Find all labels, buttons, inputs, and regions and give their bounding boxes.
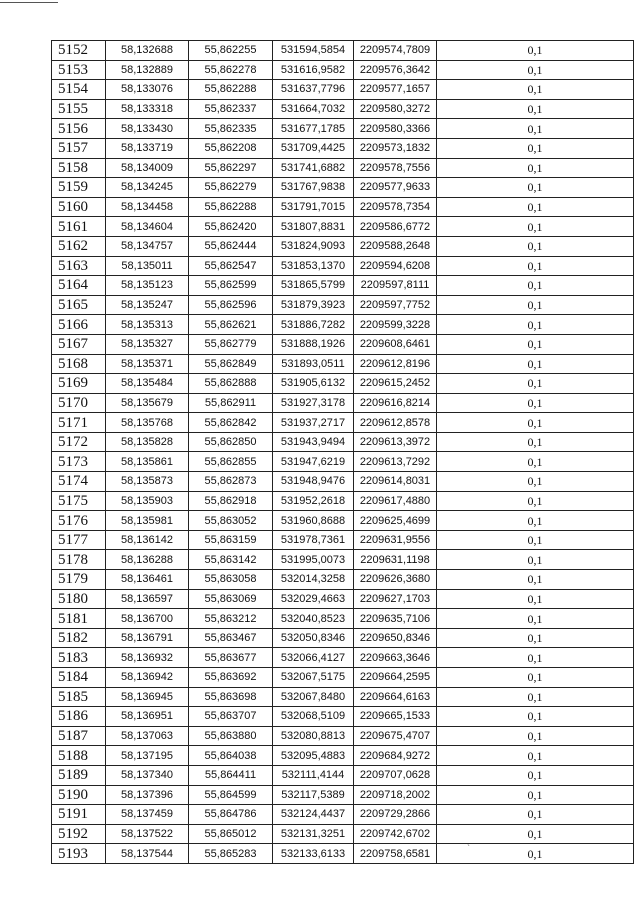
accuracy-cell: 0,1 [437,276,634,296]
x-coordinate-cell: 532067,5175 [273,668,354,688]
latitude-cell: 58,134757 [106,236,189,256]
accuracy-cell: 0,1 [437,472,634,492]
x-coordinate-cell: 532080,8813 [273,726,354,746]
accuracy-cell: 0,1 [437,668,634,688]
x-coordinate-cell: 531960,8688 [273,511,354,531]
accuracy-cell: 0,1 [437,197,634,217]
latitude-cell: 58,135327 [106,334,189,354]
accuracy-cell: 0,1 [437,413,634,433]
x-coordinate-cell: 531677,1785 [273,119,354,139]
latitude-cell: 58,137522 [106,824,189,844]
y-coordinate-cell: 2209599,3228 [354,315,437,335]
point-number-cell: 5154 [52,80,106,100]
latitude-cell: 58,137195 [106,746,189,766]
point-number-cell: 5182 [52,628,106,648]
longitude-cell: 55,863159 [189,530,273,550]
point-number-cell: 5162 [52,236,106,256]
latitude-cell: 58,136945 [106,687,189,707]
table-row [52,99,634,119]
latitude-cell: 58,134245 [106,178,189,198]
latitude-cell: 58,136700 [106,609,189,629]
x-coordinate-cell: 531616,9582 [273,60,354,80]
accuracy-cell: 0,1 [437,354,634,374]
table-row [52,413,634,433]
accuracy-cell: 0,1 [437,589,634,609]
y-coordinate-cell: 2209631,1198 [354,550,437,570]
point-number-cell: 5172 [52,432,106,452]
y-coordinate-cell: 2209597,7752 [354,295,437,315]
y-coordinate-cell: 2209612,8578 [354,413,437,433]
y-coordinate-cell: 2209626,3680 [354,570,437,590]
x-coordinate-cell: 532067,8480 [273,687,354,707]
longitude-cell: 55,864786 [189,805,273,825]
x-coordinate-cell: 531709,4425 [273,138,354,158]
x-coordinate-cell: 531888,1926 [273,334,354,354]
point-number-cell: 5179 [52,570,106,590]
point-number-cell: 5160 [52,197,106,217]
table-row [52,785,634,805]
accuracy-cell: 0,1 [437,393,634,413]
y-coordinate-cell: 2209580,3272 [354,99,437,119]
y-coordinate-cell: 2209594,6208 [354,256,437,276]
table-row [52,511,634,531]
y-coordinate-cell: 2209608,6461 [354,334,437,354]
y-coordinate-cell: 2209707,0628 [354,765,437,785]
table-row [52,334,634,354]
table-row [52,432,634,452]
x-coordinate-cell: 531879,3923 [273,295,354,315]
table-row [52,138,634,158]
longitude-cell: 55,863698 [189,687,273,707]
longitude-cell: 55,862873 [189,472,273,492]
longitude-cell: 55,862279 [189,178,273,198]
latitude-cell: 58,136932 [106,648,189,668]
longitude-cell: 55,863707 [189,707,273,727]
accuracy-cell: 0,1 [437,41,634,61]
x-coordinate-cell: 531807,8831 [273,217,354,237]
longitude-cell: 55,863677 [189,648,273,668]
latitude-cell: 58,135484 [106,374,189,394]
y-coordinate-cell: 2209576,3642 [354,60,437,80]
longitude-cell: 55,862420 [189,217,273,237]
point-number-cell: 5153 [52,60,106,80]
accuracy-cell: 0,1 [437,236,634,256]
y-coordinate-cell: 2209627,1703 [354,589,437,609]
longitude-cell: 55,863212 [189,609,273,629]
accuracy-cell: 0,1 [437,158,634,178]
y-coordinate-cell: 2209635,7106 [354,609,437,629]
longitude-cell: 55,862337 [189,99,273,119]
x-coordinate-cell: 531943,9494 [273,432,354,452]
x-coordinate-cell: 531637,7796 [273,80,354,100]
x-coordinate-cell: 531865,5799 [273,276,354,296]
latitude-cell: 58,136288 [106,550,189,570]
latitude-cell: 58,137063 [106,726,189,746]
accuracy-cell: 0,1 [437,844,634,864]
table-row [52,609,634,629]
table-row [52,41,634,61]
longitude-cell: 55,863692 [189,668,273,688]
x-coordinate-cell: 531947,6219 [273,452,354,472]
table-row [52,276,634,296]
y-coordinate-cell: 2209612,8196 [354,354,437,374]
x-coordinate-cell: 532133,6133 [273,844,354,864]
x-coordinate-cell: 532068,5109 [273,707,354,727]
table-row [52,805,634,825]
table-row [52,178,634,198]
x-coordinate-cell: 531664,7032 [273,99,354,119]
y-coordinate-cell: 2209650,8346 [354,628,437,648]
point-number-cell: 5163 [52,256,106,276]
table-row [52,80,634,100]
accuracy-cell: 0,1 [437,511,634,531]
point-number-cell: 5152 [52,41,106,61]
longitude-cell: 55,865012 [189,824,273,844]
longitude-cell: 55,862288 [189,80,273,100]
accuracy-cell: 0,1 [437,609,634,629]
y-coordinate-cell: 2209684,9272 [354,746,437,766]
x-coordinate-cell: 531937,2717 [273,413,354,433]
point-number-cell: 5174 [52,472,106,492]
table-row [52,824,634,844]
latitude-cell: 58,135679 [106,393,189,413]
table-row [52,295,634,315]
longitude-cell: 55,862888 [189,374,273,394]
latitude-cell: 58,135247 [106,295,189,315]
table-row [52,726,634,746]
longitude-cell: 55,863069 [189,589,273,609]
point-number-cell: 5176 [52,511,106,531]
table-row [52,472,634,492]
y-coordinate-cell: 2209729,2866 [354,805,437,825]
coordinates-table-body [52,41,634,864]
point-number-cell: 5155 [52,99,106,119]
point-number-cell: 5186 [52,707,106,727]
y-coordinate-cell: 2209577,1657 [354,80,437,100]
accuracy-cell: 0,1 [437,491,634,511]
point-number-cell: 5161 [52,217,106,237]
table-row [52,628,634,648]
point-number-cell: 5166 [52,315,106,335]
latitude-cell: 58,136142 [106,530,189,550]
point-number-cell: 5156 [52,119,106,139]
x-coordinate-cell: 531824,9093 [273,236,354,256]
accuracy-cell: 0,1 [437,432,634,452]
table-row [52,668,634,688]
latitude-cell: 58,135123 [106,276,189,296]
x-coordinate-cell: 532111,4144 [273,765,354,785]
y-coordinate-cell: 2209718,2002 [354,785,437,805]
latitude-cell: 58,135011 [106,256,189,276]
x-coordinate-cell: 532014,3258 [273,570,354,590]
longitude-cell: 55,862297 [189,158,273,178]
stray-mark: ` [467,843,470,853]
accuracy-cell: 0,1 [437,138,634,158]
x-coordinate-cell: 531948,9476 [273,472,354,492]
longitude-cell: 55,864599 [189,785,273,805]
accuracy-cell: 0,1 [437,805,634,825]
x-coordinate-cell: 531952,2618 [273,491,354,511]
table-row [52,589,634,609]
point-number-cell: 5165 [52,295,106,315]
x-coordinate-cell: 531767,9838 [273,178,354,198]
y-coordinate-cell: 2209617,4880 [354,491,437,511]
accuracy-cell: 0,1 [437,550,634,570]
longitude-cell: 55,863467 [189,628,273,648]
accuracy-cell: 0,1 [437,334,634,354]
point-number-cell: 5181 [52,609,106,629]
latitude-cell: 58,135768 [106,413,189,433]
x-coordinate-cell: 531927,3178 [273,393,354,413]
longitude-cell: 55,863142 [189,550,273,570]
point-number-cell: 5180 [52,589,106,609]
latitude-cell: 58,137459 [106,805,189,825]
y-coordinate-cell: 2209578,7354 [354,197,437,217]
y-coordinate-cell: 2209573,1832 [354,138,437,158]
point-number-cell: 5157 [52,138,106,158]
accuracy-cell: 0,1 [437,746,634,766]
point-number-cell: 5171 [52,413,106,433]
y-coordinate-cell: 2209586,6772 [354,217,437,237]
x-coordinate-cell: 532124,4437 [273,805,354,825]
table-row [52,746,634,766]
y-coordinate-cell: 2209580,3366 [354,119,437,139]
y-coordinate-cell: 2209616,8214 [354,393,437,413]
x-coordinate-cell: 532040,8523 [273,609,354,629]
x-coordinate-cell: 532095,4883 [273,746,354,766]
accuracy-cell: 0,1 [437,628,634,648]
y-coordinate-cell: 2209758,6581 [354,844,437,864]
x-coordinate-cell: 532131,3251 [273,824,354,844]
x-coordinate-cell: 532117,5389 [273,785,354,805]
latitude-cell: 58,133318 [106,99,189,119]
table-row [52,687,634,707]
accuracy-cell: 0,1 [437,119,634,139]
table-row [52,315,634,335]
point-number-cell: 5187 [52,726,106,746]
accuracy-cell: 0,1 [437,785,634,805]
longitude-cell: 55,864038 [189,746,273,766]
table-row [52,707,634,727]
point-number-cell: 5178 [52,550,106,570]
table-row [52,648,634,668]
table-row [52,393,634,413]
table-row [52,570,634,590]
x-coordinate-cell: 532029,4663 [273,589,354,609]
x-coordinate-cell: 531791,7015 [273,197,354,217]
accuracy-cell: 0,1 [437,452,634,472]
latitude-cell: 58,135828 [106,432,189,452]
latitude-cell: 58,134009 [106,158,189,178]
x-coordinate-cell: 531978,7361 [273,530,354,550]
latitude-cell: 58,136942 [106,668,189,688]
longitude-cell: 55,863880 [189,726,273,746]
x-coordinate-cell: 531905,6132 [273,374,354,394]
accuracy-cell: 0,1 [437,374,634,394]
table-row [52,60,634,80]
latitude-cell: 58,135903 [106,491,189,511]
latitude-cell: 58,132688 [106,41,189,61]
table-row [52,765,634,785]
longitude-cell: 55,865283 [189,844,273,864]
y-coordinate-cell: 2209664,2595 [354,668,437,688]
latitude-cell: 58,136951 [106,707,189,727]
accuracy-cell: 0,1 [437,824,634,844]
longitude-cell: 55,862547 [189,256,273,276]
accuracy-cell: 0,1 [437,178,634,198]
table-row [52,197,634,217]
longitude-cell: 55,862855 [189,452,273,472]
accuracy-cell: 0,1 [437,60,634,80]
latitude-cell: 58,136461 [106,570,189,590]
y-coordinate-cell: 2209675,4707 [354,726,437,746]
top-rule [0,2,58,3]
y-coordinate-cell: 2209664,6163 [354,687,437,707]
accuracy-cell: 0,1 [437,295,634,315]
longitude-cell: 55,864411 [189,765,273,785]
longitude-cell: 55,862208 [189,138,273,158]
table-row [52,844,634,864]
point-number-cell: 5159 [52,178,106,198]
latitude-cell: 58,134604 [106,217,189,237]
accuracy-cell: 0,1 [437,315,634,335]
longitude-cell: 55,862335 [189,119,273,139]
accuracy-cell: 0,1 [437,530,634,550]
point-number-cell: 5183 [52,648,106,668]
latitude-cell: 58,134458 [106,197,189,217]
point-number-cell: 5170 [52,393,106,413]
y-coordinate-cell: 2209631,9556 [354,530,437,550]
point-number-cell: 5190 [52,785,106,805]
table-row [52,236,634,256]
point-number-cell: 5175 [52,491,106,511]
x-coordinate-cell: 532066,4127 [273,648,354,668]
longitude-cell: 55,862918 [189,491,273,511]
latitude-cell: 58,133430 [106,119,189,139]
x-coordinate-cell: 531995,0073 [273,550,354,570]
longitude-cell: 55,862842 [189,413,273,433]
accuracy-cell: 0,1 [437,765,634,785]
accuracy-cell: 0,1 [437,726,634,746]
table-row [52,217,634,237]
accuracy-cell: 0,1 [437,648,634,668]
longitude-cell: 55,862596 [189,295,273,315]
accuracy-cell: 0,1 [437,217,634,237]
table-row [52,491,634,511]
x-coordinate-cell: 531741,6882 [273,158,354,178]
accuracy-cell: 0,1 [437,256,634,276]
longitude-cell: 55,862444 [189,236,273,256]
longitude-cell: 55,863052 [189,511,273,531]
longitude-cell: 55,862278 [189,60,273,80]
coordinates-table [51,40,634,864]
latitude-cell: 58,135861 [106,452,189,472]
longitude-cell: 55,862779 [189,334,273,354]
latitude-cell: 58,137396 [106,785,189,805]
y-coordinate-cell: 2209574,7809 [354,41,437,61]
latitude-cell: 58,136597 [106,589,189,609]
point-number-cell: 5168 [52,354,106,374]
y-coordinate-cell: 2209578,7556 [354,158,437,178]
longitude-cell: 55,862621 [189,315,273,335]
accuracy-cell: 0,1 [437,99,634,119]
point-number-cell: 5184 [52,668,106,688]
y-coordinate-cell: 2209614,8031 [354,472,437,492]
latitude-cell: 58,133719 [106,138,189,158]
table-row [52,256,634,276]
table-row [52,550,634,570]
latitude-cell: 58,136791 [106,628,189,648]
latitude-cell: 58,137340 [106,765,189,785]
longitude-cell: 55,862255 [189,41,273,61]
table-row [52,452,634,472]
x-coordinate-cell: 531886,7282 [273,315,354,335]
accuracy-cell: 0,1 [437,80,634,100]
latitude-cell: 58,132889 [106,60,189,80]
y-coordinate-cell: 2209625,4699 [354,511,437,531]
accuracy-cell: 0,1 [437,687,634,707]
table-row [52,374,634,394]
table-row [52,354,634,374]
y-coordinate-cell: 2209597,8111 [354,276,437,296]
point-number-cell: 5193 [52,844,106,864]
point-number-cell: 5177 [52,530,106,550]
latitude-cell: 58,135371 [106,354,189,374]
point-number-cell: 5185 [52,687,106,707]
x-coordinate-cell: 531853,1370 [273,256,354,276]
latitude-cell: 58,135981 [106,511,189,531]
longitude-cell: 55,862599 [189,276,273,296]
point-number-cell: 5164 [52,276,106,296]
y-coordinate-cell: 2209613,7292 [354,452,437,472]
y-coordinate-cell: 2209588,2648 [354,236,437,256]
x-coordinate-cell: 531893,0511 [273,354,354,374]
point-number-cell: 5173 [52,452,106,472]
point-number-cell: 5158 [52,158,106,178]
longitude-cell: 55,862288 [189,197,273,217]
latitude-cell: 58,133076 [106,80,189,100]
y-coordinate-cell: 2209665,1533 [354,707,437,727]
point-number-cell: 5188 [52,746,106,766]
accuracy-cell: 0,1 [437,707,634,727]
longitude-cell: 55,862850 [189,432,273,452]
accuracy-cell: 0,1 [437,570,634,590]
y-coordinate-cell: 2209663,3646 [354,648,437,668]
point-number-cell: 5169 [52,374,106,394]
x-coordinate-cell: 532050,8346 [273,628,354,648]
longitude-cell: 55,863058 [189,570,273,590]
latitude-cell: 58,135313 [106,315,189,335]
y-coordinate-cell: 2209742,6702 [354,824,437,844]
x-coordinate-cell: 531594,5854 [273,41,354,61]
y-coordinate-cell: 2209615,2452 [354,374,437,394]
point-number-cell: 5167 [52,334,106,354]
y-coordinate-cell: 2209613,3972 [354,432,437,452]
y-coordinate-cell: 2209577,9633 [354,178,437,198]
latitude-cell: 58,135873 [106,472,189,492]
table-row [52,119,634,139]
latitude-cell: 58,137544 [106,844,189,864]
table-row [52,530,634,550]
point-number-cell: 5189 [52,765,106,785]
table-row [52,158,634,178]
longitude-cell: 55,862911 [189,393,273,413]
point-number-cell: 5192 [52,824,106,844]
longitude-cell: 55,862849 [189,354,273,374]
point-number-cell: 5191 [52,805,106,825]
